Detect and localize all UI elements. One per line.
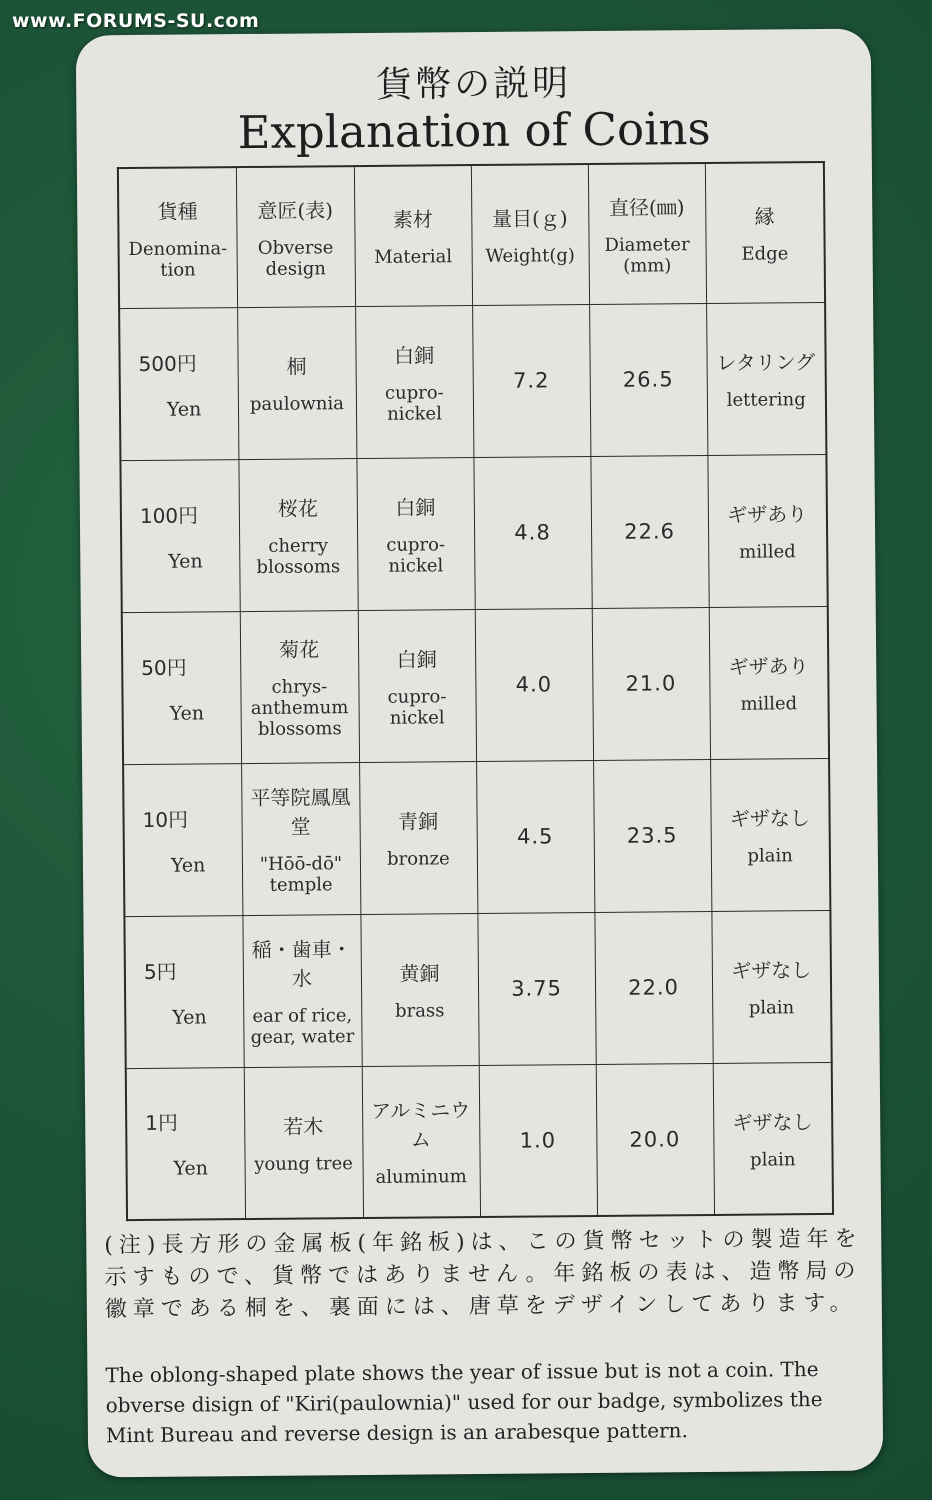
material-cell: 白銅 cupro-nickel bbox=[358, 609, 476, 762]
edge-cell: ギザあり milled bbox=[709, 606, 829, 759]
weight-cell: 4.5 bbox=[476, 760, 594, 913]
denomination-cell: 10円 Yen bbox=[123, 763, 242, 916]
watermark: www.FORUMS-SU.com bbox=[12, 10, 260, 32]
denomination-cell: 500円 Yen bbox=[119, 307, 238, 460]
table-row bbox=[126, 1062, 833, 1220]
design-cell: 桜花 cherry blossoms bbox=[238, 458, 357, 611]
diameter-cell: 21.0 bbox=[592, 607, 710, 760]
edge-cell: ギザあり milled bbox=[707, 454, 827, 607]
note-english: The oblong-shaped plate shows the year of issue but is not a coin. The obverse disign of "Kiri(paulownia)" used for our badge, symbolizes the Mint Bureau and reverse design is an arabesque pattern. bbox=[105, 1357, 823, 1448]
weight-cell: 4.0 bbox=[475, 608, 593, 761]
denomination-cell: 5円 Yen bbox=[124, 915, 243, 1068]
denomination-cell: 100円 Yen bbox=[120, 459, 239, 612]
material-cell: 白銅 cupro-nickel bbox=[355, 305, 473, 458]
material-cell: アルミニウム aluminum bbox=[362, 1065, 480, 1218]
diameter-cell: 22.6 bbox=[590, 455, 708, 608]
weight-cell: 1.0 bbox=[479, 1064, 597, 1217]
diameter-cell: 23.5 bbox=[593, 759, 711, 912]
diameter-cell: 22.0 bbox=[594, 911, 712, 1064]
header-cell: 直径(㎜) Diameter (mm) bbox=[588, 163, 706, 304]
table-row bbox=[124, 910, 831, 1068]
table-row bbox=[120, 454, 827, 612]
material-cell: 青銅 bronze bbox=[359, 761, 477, 914]
edge-cell: ギザなし plain bbox=[710, 758, 830, 911]
coin-info-card bbox=[76, 29, 884, 1478]
coins-table bbox=[117, 161, 834, 1221]
design-cell: 若木 young tree bbox=[244, 1066, 363, 1219]
design-cell: 稲・歯車・水 ear of rice, gear, water bbox=[242, 914, 361, 1067]
diameter-cell: 26.5 bbox=[589, 303, 707, 456]
note-japanese: (注)長方形の金属板(年銘板)は、この貨幣セットの製造年を示すもので、貨幣ではありません。年銘板の表は、造幣局の徽章である桐を、裏面には、唐草をデザインしてあります。 bbox=[104, 1226, 863, 1323]
title-japanese: 貨幣の説明 bbox=[375, 63, 572, 106]
edge-cell: レタリング lettering bbox=[706, 302, 826, 455]
header-row bbox=[118, 162, 825, 308]
title-english: Explanation of Coins bbox=[237, 101, 711, 160]
denomination-cell: 1円 Yen bbox=[126, 1067, 245, 1220]
edge-cell: ギザなし plain bbox=[711, 910, 831, 1063]
diameter-cell: 20.0 bbox=[596, 1063, 714, 1216]
header-cell: 量目(ｇ) Weight(g) bbox=[471, 164, 589, 305]
design-cell: 桐 paulownia bbox=[237, 306, 356, 459]
table-row bbox=[122, 606, 829, 764]
weight-cell: 3.75 bbox=[477, 912, 595, 1065]
design-cell: 平等院鳳凰堂 "Hōō-dō" temple bbox=[241, 762, 360, 915]
header-cell: 貨種 Denomina-tion bbox=[118, 167, 237, 308]
table-row bbox=[119, 302, 826, 460]
weight-cell: 7.2 bbox=[472, 304, 590, 457]
material-cell: 白銅 cupro-nickel bbox=[356, 457, 474, 610]
header-cell: 素材 Material bbox=[354, 165, 472, 306]
design-cell: 菊花 chrys-anthemum blossoms bbox=[240, 610, 359, 763]
edge-cell: ギザなし plain bbox=[713, 1062, 833, 1215]
weight-cell: 4.8 bbox=[473, 456, 591, 609]
header-cell: 縁 Edge bbox=[705, 162, 825, 303]
header-cell: 意匠(表) Obverse design bbox=[236, 166, 355, 307]
denomination-cell: 50円 Yen bbox=[122, 611, 241, 764]
material-cell: 黄銅 brass bbox=[360, 913, 478, 1066]
table-row bbox=[123, 758, 830, 916]
